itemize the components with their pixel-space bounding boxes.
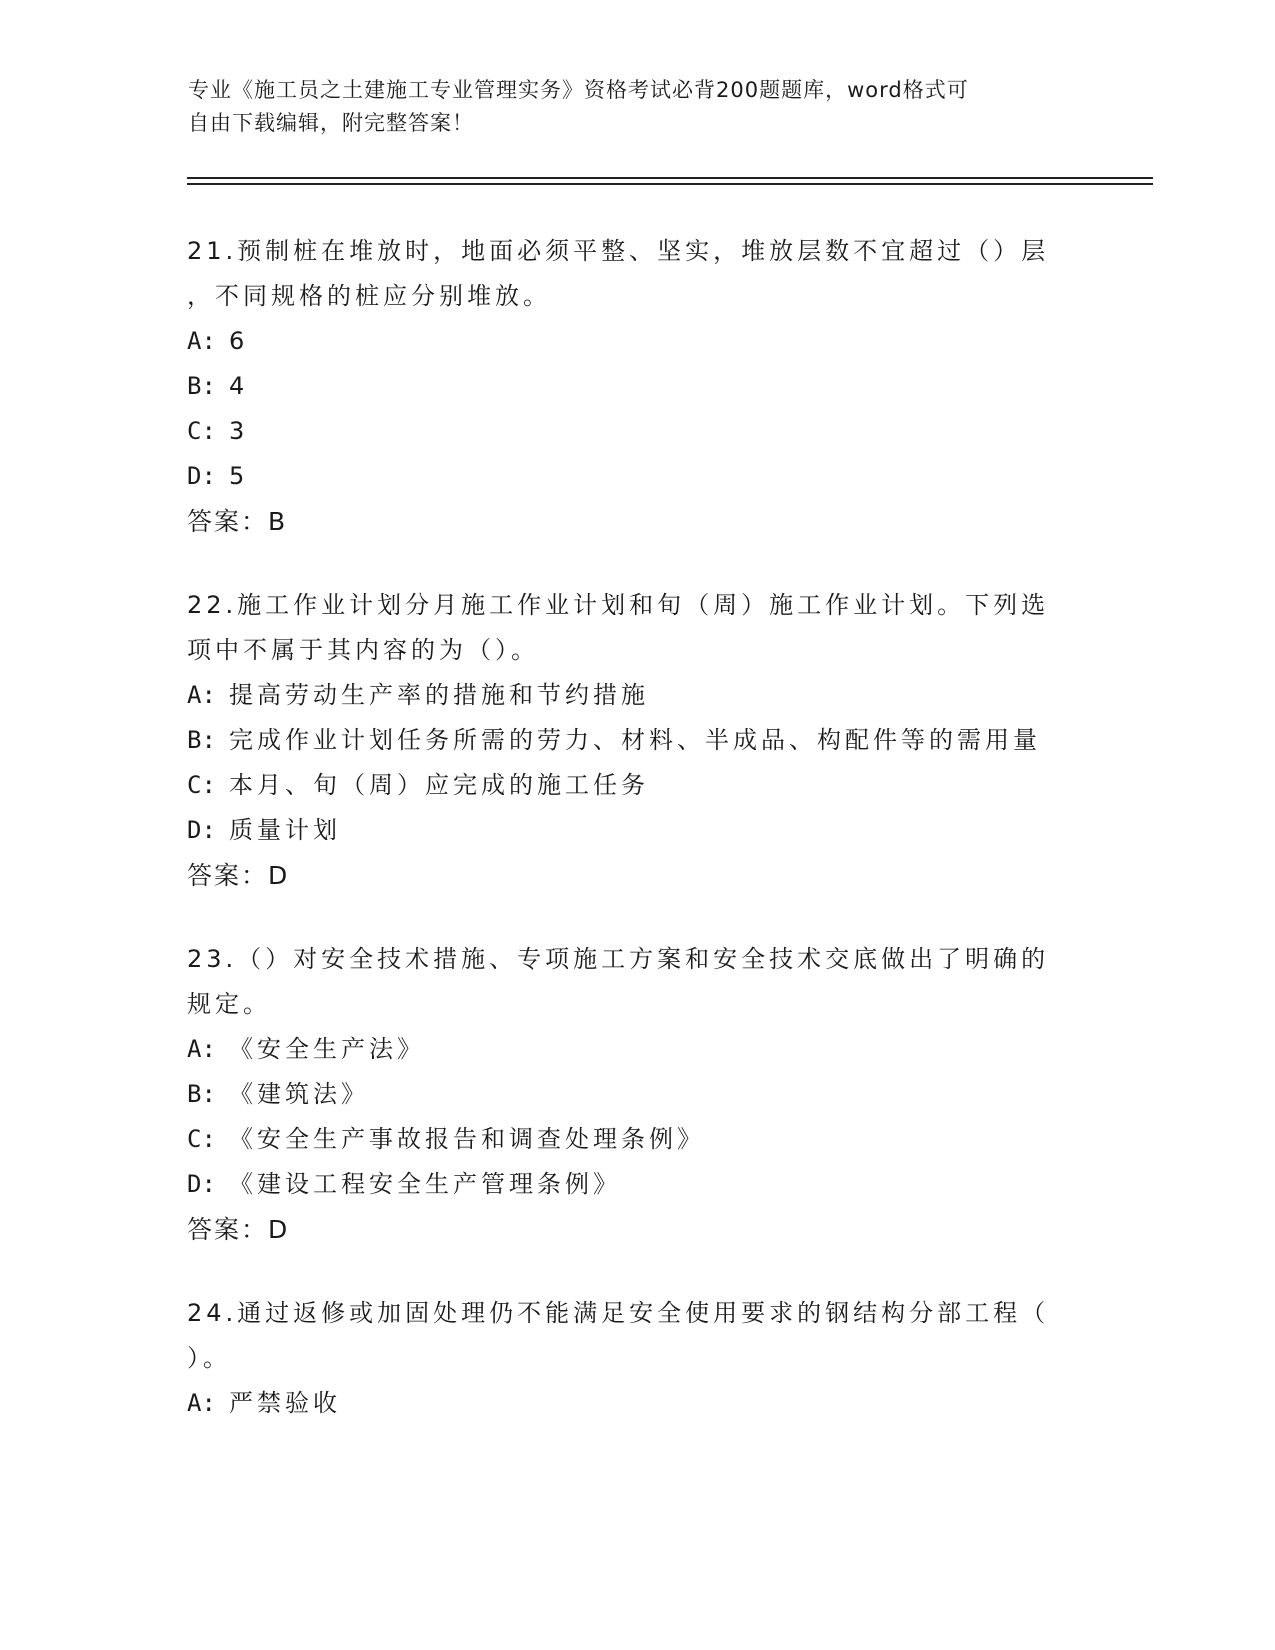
option-b: [187, 364, 1087, 409]
answer-label: 答案：: [187, 861, 269, 890]
option-key: D:: [187, 816, 216, 844]
option-c: [187, 1117, 1087, 1162]
option-text: 6: [229, 327, 249, 355]
question-stem-line: ）。: [187, 1344, 231, 1372]
option-text: 严禁验收: [229, 1389, 341, 1417]
option-text: 4: [229, 372, 249, 400]
answer-value: D: [268, 861, 290, 890]
question-stem-line: 24.通过返修或加固处理仍不能满足安全使用要求的钢结构分部工程（: [187, 1299, 1050, 1327]
header-title-line-2: 自由下载编辑，附完整答案！: [188, 111, 474, 135]
question-stem-line: 23.（）对安全技术措施、专项施工方案和安全技术交底做出了明确的: [187, 945, 1050, 973]
option-key: C:: [187, 417, 216, 445]
option-text: 5: [229, 462, 249, 490]
answer-label: 答案：: [187, 507, 269, 536]
question-stem-line: 项中不属于其内容的为（）。: [187, 636, 539, 664]
option-a: [187, 319, 1087, 364]
option-d: [187, 808, 1087, 853]
question-21: [187, 229, 1087, 545]
option-a: [187, 673, 1087, 718]
option-key: C:: [187, 1125, 216, 1153]
option-key: A:: [187, 681, 216, 709]
option-text: 《安全生产法》: [229, 1035, 425, 1063]
option-text: 《建筑法》: [229, 1080, 369, 1108]
option-d: [187, 1162, 1087, 1207]
option-key: A:: [187, 327, 216, 355]
option-key: A:: [187, 1389, 216, 1417]
option-b: [187, 718, 1087, 763]
option-key: A:: [187, 1035, 216, 1063]
question-stem-line: 22.施工作业计划分月施工作业计划和旬（周）施工作业计划。下列选: [187, 591, 1050, 619]
option-key: B:: [187, 1080, 216, 1108]
option-key: C:: [187, 771, 216, 799]
option-text: 质量计划: [229, 816, 341, 844]
option-c: [187, 763, 1087, 808]
question-22: [187, 583, 1087, 899]
question-24: [187, 1291, 1087, 1426]
answer-line: [187, 853, 1087, 899]
option-a: [187, 1381, 1087, 1426]
option-key: D:: [187, 1170, 216, 1198]
header-divider-top: [187, 177, 1153, 179]
answer-label: 答案：: [187, 1215, 269, 1244]
option-text: 《建设工程安全生产管理条例》: [229, 1170, 621, 1198]
question-list: [187, 229, 1087, 1464]
option-text: 提高劳动生产率的措施和节约措施: [229, 681, 649, 709]
option-key: D:: [187, 462, 216, 490]
option-text: 《安全生产事故报告和调查处理条例》: [229, 1125, 705, 1153]
option-text: 3: [229, 417, 249, 445]
option-key: B:: [187, 726, 216, 754]
question-stem-line: 规定。: [187, 990, 271, 1018]
document-header: [188, 74, 1068, 140]
option-d: [187, 454, 1087, 499]
question-stem-line: ，不同规格的桩应分别堆放。: [187, 282, 551, 310]
answer-line: [187, 499, 1087, 545]
header-divider-bottom: [187, 183, 1153, 185]
option-a: [187, 1027, 1087, 1072]
answer-value: B: [268, 507, 288, 536]
question-23: [187, 937, 1087, 1253]
option-text: 本月、旬（周）应完成的施工任务: [229, 771, 649, 799]
option-c: [187, 409, 1087, 454]
question-stem-line: 21.预制桩在堆放时，地面必须平整、坚实，堆放层数不宜超过（）层: [187, 237, 1050, 265]
option-key: B:: [187, 372, 216, 400]
answer-line: [187, 1207, 1087, 1253]
header-title-line-1: 专业《施工员之土建施工专业管理实务》资格考试必背200题题库，word格式可: [188, 78, 969, 102]
answer-value: D: [268, 1215, 290, 1244]
option-text: 完成作业计划任务所需的劳力、材料、半成品、构配件等的需用量: [229, 726, 1041, 754]
option-b: [187, 1072, 1087, 1117]
